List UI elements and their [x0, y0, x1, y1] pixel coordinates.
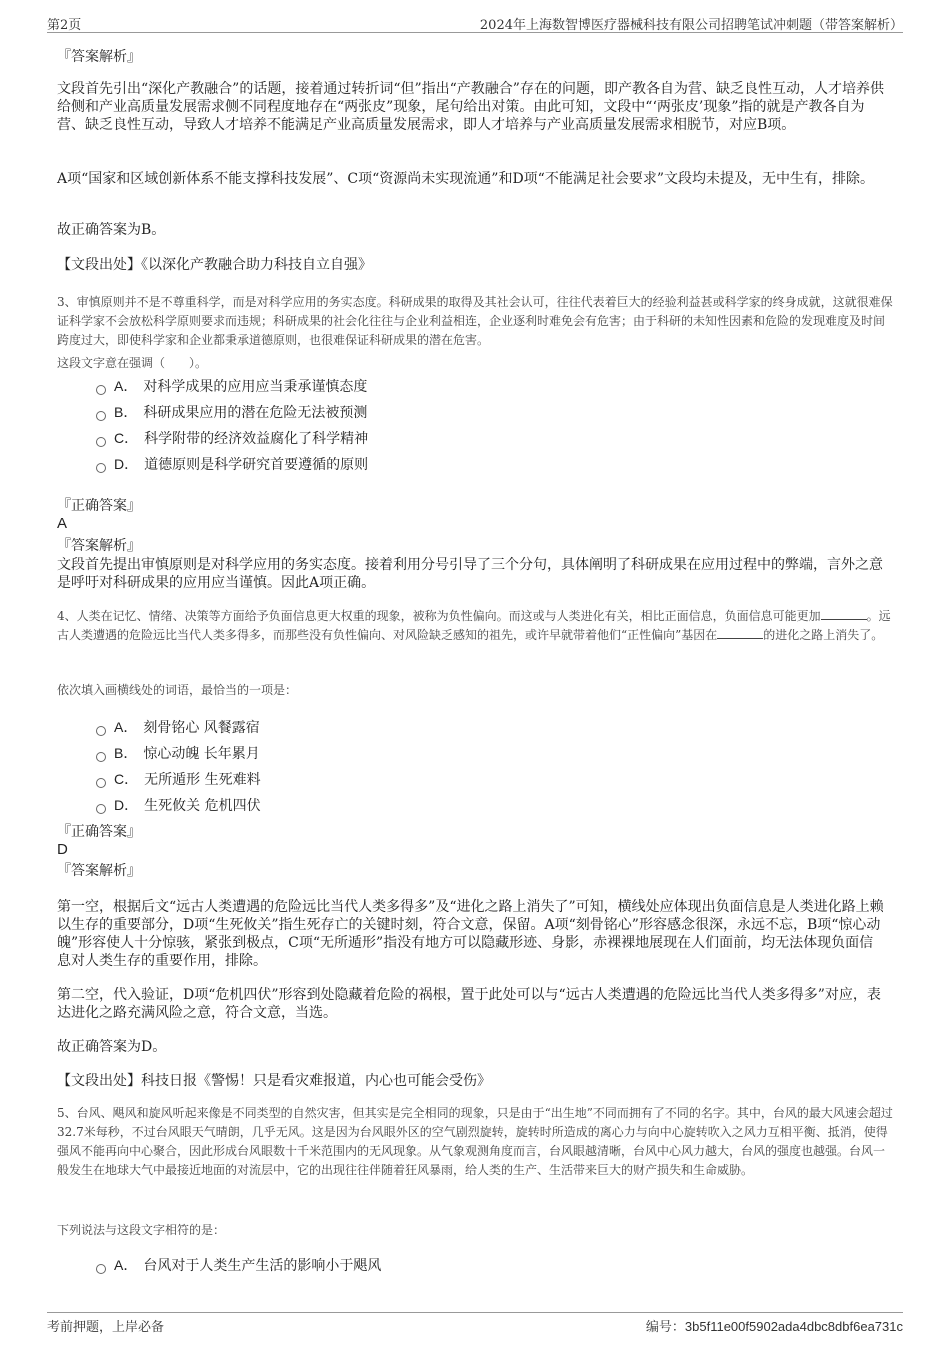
- question-stem: 3、审慎原则并不是不尊重科学，而是对科学应用的务实态度。科研成果的取得及其社会认可，往往代表着巨大的经验利益甚或科学家的终身成就，这就很难保证科学家不会放松科学原则要求而违规；科研成果的社会化往往与企业利益相连，企业逐利时难免会有危害；由于科研的未知性因素和危险的发现难度及时间跨度过大，即使科学家和企业都秉承道德原则，也很难保证科研成果的潜在危害。: [57, 295, 893, 347]
- option-a[interactable]: A． 刻骨铭心 风餐露宿: [96, 718, 260, 737]
- option-b[interactable]: B． 惊心动魄 长年累月: [96, 744, 260, 763]
- analysis-paragraph: A项“国家和区域创新体系不能支撑科技发展”、C项“资源尚未实现流通”和D项“不能满足社会要求”文段均未提及，无中生有，排除。: [57, 171, 874, 187]
- analysis-label: 『答案解析』: [57, 863, 141, 879]
- radio-icon[interactable]: [96, 463, 106, 473]
- radio-icon[interactable]: [96, 804, 106, 814]
- radio-icon[interactable]: [96, 778, 106, 788]
- option-b[interactable]: B． 科研成果应用的潜在危险无法被预测: [96, 403, 367, 422]
- question-prompt: 这段文字意在强调（ ）。: [57, 356, 208, 370]
- correct-answer: A: [57, 515, 68, 532]
- document-title: 2024年上海数智博医疗器械科技有限公司招聘笔试冲刺题（带答案解析）: [479, 18, 903, 33]
- source-citation: 【文段出处】《以深化产教融合助力科技自立自强》: [57, 257, 372, 273]
- analysis-paragraph: 第二空，代入验证，D项“危机四伏”形容到处隐藏着危险的祸根，置于此处可以与“远古人类遭遇的危险远比当代人类多得多”对应，表达进化之路充满风险之意，符合文意，当选。: [57, 987, 881, 1021]
- question-stem: 4、人类在记忆、情绪、决策等方面给予负面信息更大权重的现象，被称为负性偏向。而这或与人类进化有关，相比正面信息，负面信息可能更加 。远古人类遭遇的危险远比当代人类多得多，而那些没有负性偏向、对风险缺乏感知的祖先，或许早就带着他们“正性偏向”基因在 的进化之路上消失了。: [57, 609, 891, 642]
- option-c[interactable]: C． 无所遁形 生死难料: [96, 770, 261, 789]
- fill-blank: [717, 626, 763, 639]
- option-d[interactable]: D． 生死攸关 危机四伏: [96, 796, 261, 815]
- option-a[interactable]: A． 台风对于人类生产生活的影响小于飓风: [96, 1256, 381, 1275]
- correct-answer-label: 『正确答案』: [57, 824, 141, 840]
- question-stem: 5、台风、飓风和旋风听起来像是不同类型的自然灾害，但其实是完全相同的现象，只是由于“出生地”不同而拥有了不同的名字。其中，台风的最大风速会超过32.7米每秒，不过台风眼天气晴朗，几乎无风。这是因为台风眼外区的空气剧烈旋转，旋转时所造成的离心力与向中心旋转吹入之风力互相平衡、抵消，使得强风不能再向中心聚合，因此形成台风眼数十千米范围内的无风现象。从气象观测角度而言，台风眼越清晰，台风中心风力越大，台风的强度也越强。台风一般发生在地球大气中最接近地面的对流层中，它的出现往往伴随着狂风暴雨，给人类的生产、生活带来巨大的财产损失和生命威胁。: [57, 1106, 893, 1177]
- radio-icon[interactable]: [96, 437, 106, 447]
- analysis-conclusion: 故正确答案为B。: [57, 222, 166, 238]
- correct-answer: D: [57, 841, 68, 858]
- analysis-paragraph: 第一空，根据后文“远古人类遭遇的危险远比当代人类多得多”及“进化之路上消失了”可知，横线处应体现出负面信息是人类进化路上赖以生存的重要部分，D项“生死攸关”指生死存亡的关键时刻，符合文意，保留。A项“刻骨铭心”形容感念很深，永远不忘，B项“惊心动魄”形容使人十分惊骇，紧张到极点，C项“无所遁形”指没有地方可以隐藏形迹、身影，赤裸裸地展现在人们面前，均无法体现负面信息对人类生存的重要作用，排除。: [57, 899, 884, 969]
- radio-icon[interactable]: [96, 385, 106, 395]
- question-prompt: 下列说法与这段文字相符的是：: [57, 1223, 226, 1237]
- analysis-conclusion: 故正确答案为D。: [57, 1039, 167, 1055]
- radio-icon[interactable]: [96, 411, 106, 421]
- source-citation: 【文段出处】科技日报《警惕！只是看灾难报道，内心也可能会受伤》: [57, 1073, 491, 1089]
- footer-slogan: 考前押题，上岸必备: [47, 1320, 165, 1335]
- option-d[interactable]: D． 道德原则是科学研究首要遵循的原则: [96, 455, 368, 474]
- page-header: [47, 12, 903, 33]
- analysis-paragraph: 文段首先提出审慎原则是对科学应用的务实态度。接着利用分号引导了三个分句，具体阐明了科研成果在应用过程中的弊端，言外之意是呼吁对科研成果的应用应当谨慎。因此A项正确。: [57, 557, 883, 591]
- question-prompt: 依次填入画横线处的词语，最恰当的一项是：: [57, 683, 298, 697]
- option-c[interactable]: C． 科学附带的经济效益腐化了科学精神: [96, 429, 368, 448]
- page-number: 第2页: [47, 18, 82, 33]
- document-id: 编号：3b5f11e00f5902ada4dbc8dbf6ea731c: [645, 1319, 903, 1334]
- page-footer: [47, 1312, 903, 1333]
- correct-answer-label: 『正确答案』: [57, 498, 141, 514]
- radio-icon[interactable]: [96, 752, 106, 762]
- fill-blank: [821, 607, 867, 620]
- analysis-label: 『答案解析』: [57, 49, 141, 65]
- radio-icon[interactable]: [96, 726, 106, 736]
- option-a[interactable]: A． 对科学成果的应用应当秉承谨慎态度: [96, 377, 367, 396]
- analysis-label: 『答案解析』: [57, 538, 141, 554]
- radio-icon[interactable]: [96, 1264, 106, 1274]
- analysis-paragraph: 文段首先引出“深化产教融合”的话题，接着通过转折词“但”指出“产教融合”存在的问题，即产教各自为营、缺乏良性互动，人才培养供给侧和产业高质量发展需求侧不同程度地存在“两张皮”现象，尾句给出对策。由此可知，文段中“‘两张皮’现象”指的就是产教各自为营、缺乏良性互动，导致人才培养不能满足产业高质量发展需求，即人才培养与产业高质量发展需求相脱节，对应B项。: [57, 81, 884, 133]
